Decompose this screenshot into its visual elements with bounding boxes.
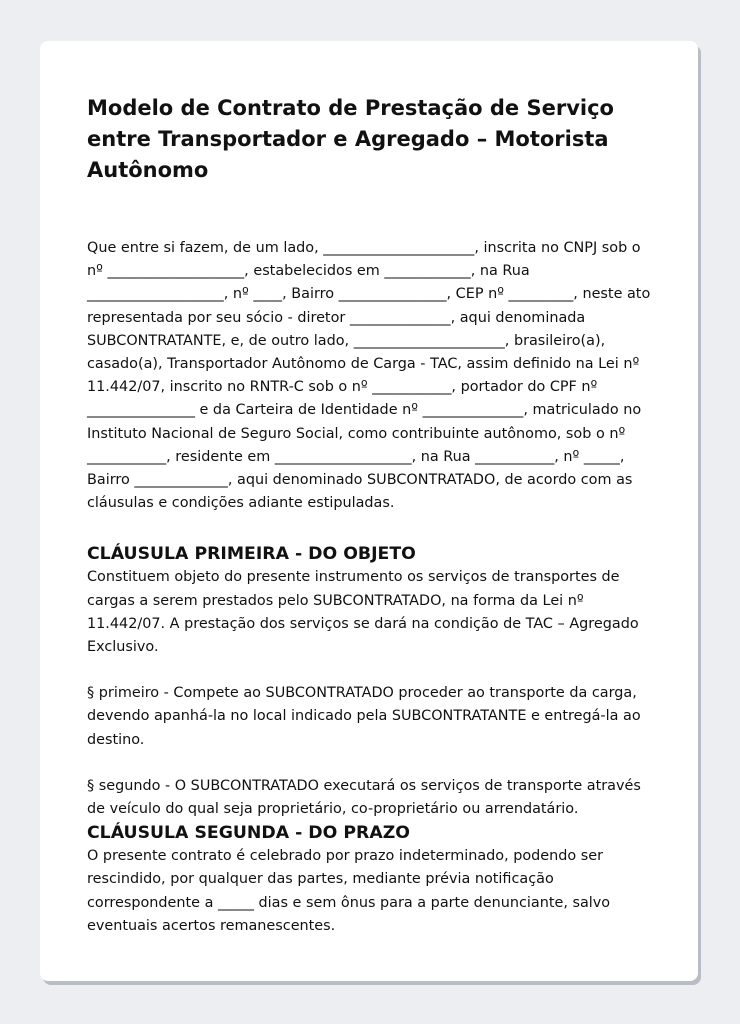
intro-paragraph: Que entre si fazem, de um lado, _____________________, inscrita no CNPJ sob o nº ___________________, estabelecidos em ____________, na Rua ___________________, nº ____, Bairro _______________, CEP nº _________, neste ato representada por seu sócio - diretor ______________, aqui denominada SUBCONTRATANTE, e, de outro lado, _____________________, brasileiro(a), casado(a), Transportador Autônomo de Carga - TAC, assim definido na Lei nº 11.442/07, inscrito no RNTR-C sob o nº ___________, portador do CPF nº _______________ e da Carteira de Identidade nº ______________, matriculado no Instituto Nacional de Seguro Social, como contribuinte autônomo, sob o nº ___________, residente em ___________________, na Rua ___________, nº _____, Bairro _____________, aqui denominado SUBCONTRATADO, de acordo com as cláusulas e condições adiante estipuladas. — [87, 240, 651, 512]
document-title: Modelo de Contrato de Prestação de Serviço entre Transportador e Agregado – Motorista Autônomo — [87, 96, 614, 182]
document-page — [40, 41, 698, 981]
clause-1-body: Constituem objeto do presente instrumento os serviços de transportes de cargas a serem prestados pelo SUBCONTRATADO, na forma da Lei nº 11.442/07. A prestação dos serviços se dará na condição de TAC – Agregado Exclusivo. — [87, 569, 639, 656]
clause-2-body: O presente contrato é celebrado por prazo indeterminado, podendo ser rescindido, por qualquer das partes, mediante prévia notificação correspondente a _____ dias e sem ônus para a parte denunciante, salvo eventuais acertos remanescentes. — [87, 848, 611, 934]
clause-1-paragraph-first: § primeiro - Compete ao SUBCONTRATADO proceder ao transporte da carga, devendo apanhá-la no local indicado pela SUBCONTRATANTE e entregá-la ao destino. — [87, 685, 641, 748]
clause-2-heading: CLÁUSULA SEGUNDA - DO PRAZO — [87, 823, 410, 844]
document-content — [87, 93, 657, 938]
clause-1-paragraph-second: § segundo - O SUBCONTRATADO executará os serviços de transporte através de veículo do qual seja proprietário, co-proprietário ou arrendatário. — [87, 777, 641, 818]
clause-1-heading: CLÁUSULA PRIMEIRA - DO OBJETO — [87, 544, 416, 565]
